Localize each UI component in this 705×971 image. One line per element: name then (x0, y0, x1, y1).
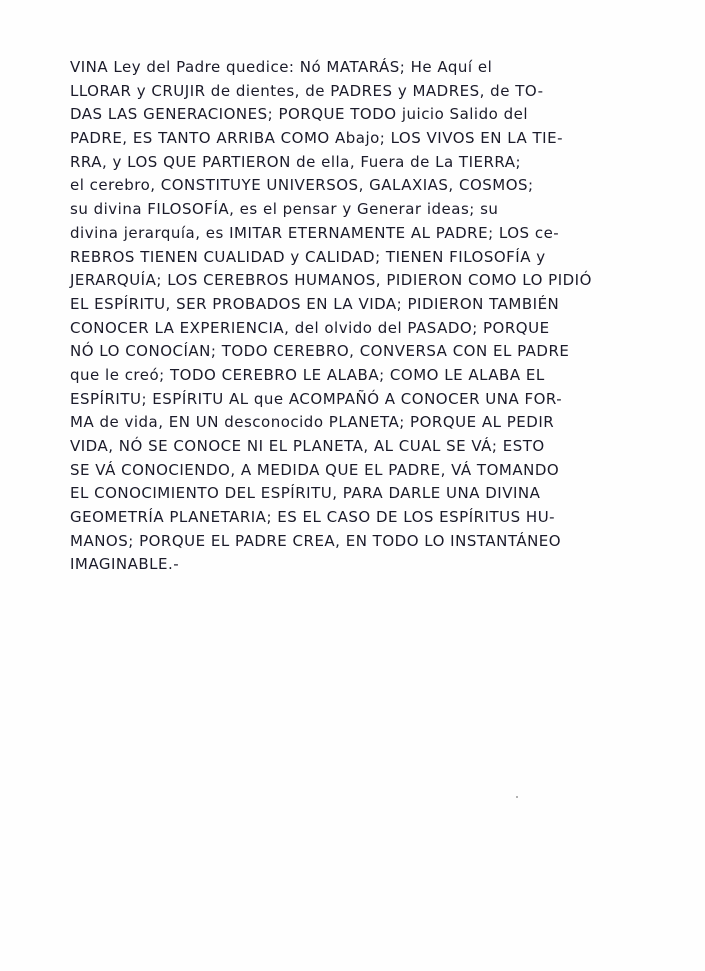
text-line: REBROS TIENEN CUALIDAD y CALIDAD; TIENEN FILOSOFÍA y (70, 247, 546, 266)
text-line: MA de vida, EN UN desconocido PLANETA; PORQUE AL PEDIR (70, 413, 555, 432)
text-line: ESPÍRITU; ESPÍRITU AL que ACOMPAÑÓ A CONOCER UNA FOR- (70, 389, 563, 408)
text-line: DAS LAS GENERACIONES; PORQUE TODO juicio Salido del (70, 105, 528, 124)
text-line: SE VÁ CONOCIENDO, A MEDIDA QUE EL PADRE, VÁ TOMANDO (70, 460, 560, 479)
text-line: LLORAR y CRUJIR de dientes, de PADRES y MADRES, de TO- (70, 81, 544, 100)
text-line: CONOCER LA EXPERIENCIA, del olvido del PASADO; PORQUE (70, 318, 550, 337)
text-line: PADRE, ES TANTO ARRIBA COMO Abajo; LOS VIVOS EN LA TIE- (70, 129, 563, 148)
handwritten-text (70, 56, 690, 577)
text-line: NÓ LO CONOCÍAN; TODO CEREBRO, CONVERSA CON EL PADRE (70, 342, 570, 361)
text-line: su divina FILOSOFÍA, es el pensar y Generar ideas; su (70, 200, 499, 219)
text-line: VIDA, NÓ SE CONOCE NI EL PLANETA, AL CUAL SE VÁ; ESTO (70, 437, 545, 455)
text-line: MANOS; PORQUE EL PADRE CREA, EN TODO LO INSTANTÁNEO (70, 531, 562, 550)
text-line: IMAGINABLE.- (70, 555, 180, 574)
text-line: JERARQUÍA; LOS CEREBROS HUMANOS, PIDIERON COMO LO PIDIÓ (70, 271, 592, 290)
text-line: EL ESPÍRITU, SER PROBADOS EN LA VIDA; PIDIERON TAMBIÉN (70, 294, 560, 313)
text-line: que le creó; TODO CEREBRO LE ALABA; COMO LE ALABA EL (70, 365, 545, 384)
text-line: divina jerarquía, es IMITAR ETERNAMENTE AL PADRE; LOS ce- (70, 223, 560, 242)
text-line: EL CONOCIMIENTO DEL ESPÍRITU, PARA DARLE UNA DIVINA (70, 484, 541, 503)
text-line: el cerebro, CONSTITUYE UNIVERSOS, GALAXIAS, COSMOS; (70, 176, 534, 195)
text-line: RRA, y LOS QUE PARTIERON de ella, Fuera de La TIERRA; (70, 152, 522, 171)
text-line: VINA Ley del Padre quedice: Nó MATARÁS; He Aquí el (70, 58, 493, 76)
paper-speck (516, 796, 518, 798)
text-line: GEOMETRÍA PLANETARIA; ES EL CASO DE LOS ESPÍRITUS HU- (70, 508, 556, 527)
